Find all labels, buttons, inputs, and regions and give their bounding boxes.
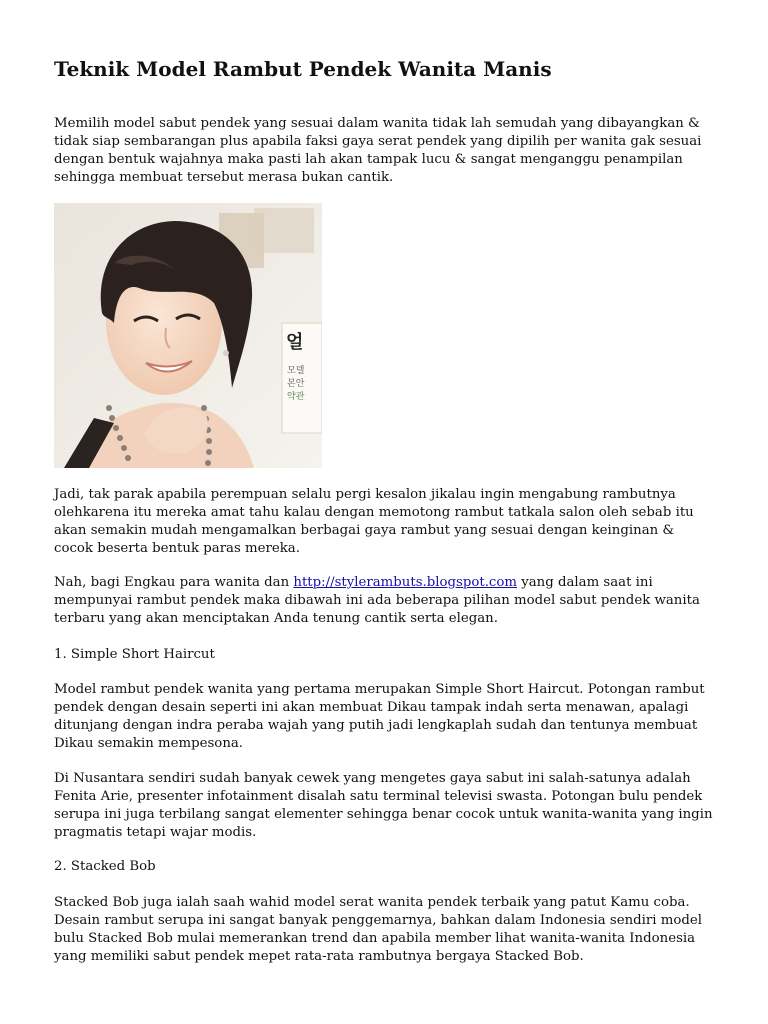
blog-link[interactable]: http://stylerambuts.blogspot.com	[293, 575, 517, 590]
section-heading-stacked-bob: 2. Stacked Bob	[54, 859, 156, 874]
article-title: Teknik Model Rambut Pendek Wanita Manis	[54, 57, 552, 81]
paragraph-3-after: yang dalam saat ini mempunyai rambut pendek maka dibawah ini ada beberapa pilihan model sabut pendek wanita terbaru yang akan menciptakan Anda tenung cantik serta elegan.	[54, 575, 700, 626]
paragraph-2: Jadi, tak parak apabila perempuan selalu pergi kesalon jikalau ingin mengabung rambutnya olehkarena itu mereka amat tahu kalau dengan memotong rambut tatkala salon oleh sebab itu akan semakin mudah mengamalkan berbagai gaya rambut yang sesuai dengan keinginan & cocok beserta bentuk paras mereka.	[54, 487, 694, 556]
section-heading-simple-short-haircut: 1. Simple Short Haircut	[54, 647, 215, 662]
paragraph-5: Di Nusantara sendiri sudah banyak cewek yang mengetes gaya sabut ini salah-satunya adalah Fenita Arie, presenter infotainment disalah satu terminal televisi swasta. Potongan bulu pendek serupa ini juga terbilang sangat elementer sehingga benar cocok untuk wanita-wanita yang ingin pragmatis tetapi wajar modis.	[54, 771, 713, 840]
paragraph-4: Model rambut pendek wanita yang pertama merupakan Simple Short Haircut. Potongan rambut pendek dengan desain seperti ini akan membuat Dikau tampak indah serta menawan, apalagi ditunjang dengan indra peraba wajah yang putih jadi lengkaplah sudah dan tentunya membuat Dikau semakin mempesona.	[54, 682, 705, 751]
intro-paragraph: Memilih model sabut pendek yang sesuai dalam wanita tidak lah semudah yang dibayangkan & tidak siap sembarangan plus apabila faksi gaya serat pendek yang dipilih per wanita gak sesuai dengan bentuk wajahnya maka pasti lah akan tampak lucu & sangat menganggu penampilan sehingga membuat tersebut merasa bukan cantik.	[54, 116, 702, 185]
woman-short-hair-photo	[54, 203, 322, 468]
paragraph-3-before: Nah, bagi Engkau para wanita dan	[54, 575, 294, 590]
paragraph-3	[54, 574, 714, 628]
paragraph-6: Stacked Bob juga ialah saah wahid model serat wanita pendek terbaik yang patut Kamu coba. Desain rambut serupa ini sangat banyak penggemarnya, bahkan dalam Indonesia sendiri model bulu Stacked Bob mulai memerankan trend dan apabila member lihat wanita-wanita Indonesia yang memiliki sabut pendek mepet rata-rata rambutnya bergaya Stacked Bob.	[54, 895, 703, 964]
svg-text:본안: 본안	[287, 379, 305, 389]
svg-text:모델: 모델	[287, 366, 305, 376]
svg-text:얼: 얼	[286, 332, 304, 353]
svg-text:약관: 약관	[287, 392, 305, 402]
